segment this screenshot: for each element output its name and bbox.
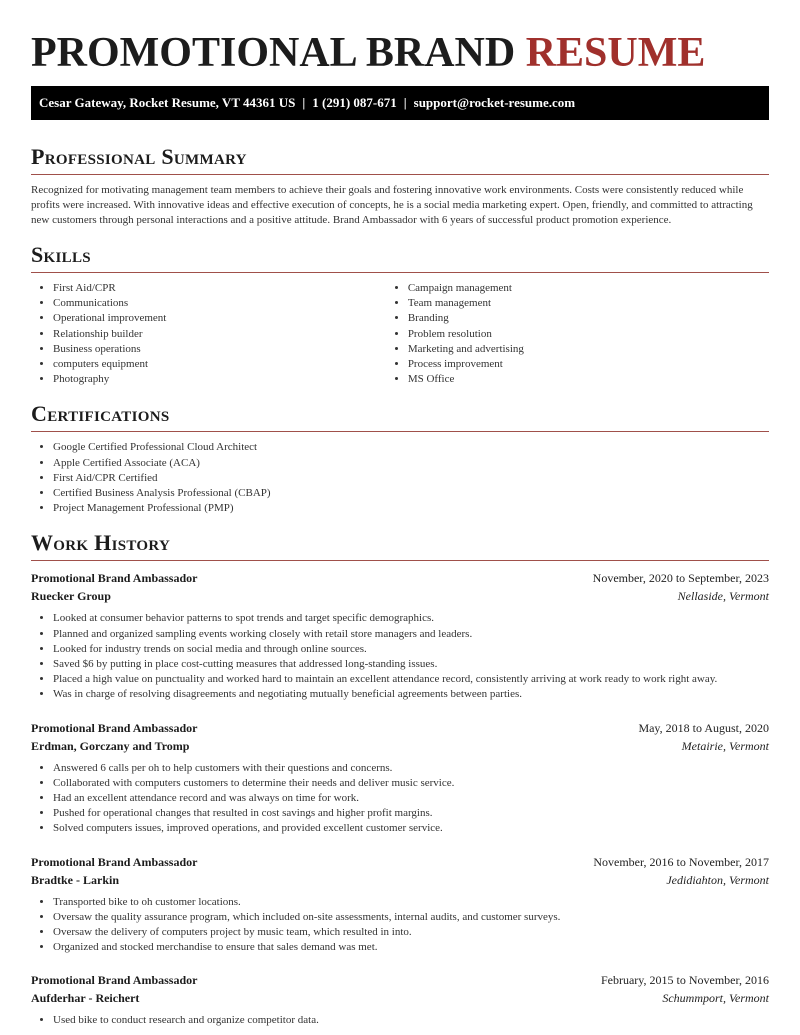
skill-item: • First Aid/CPR	[53, 281, 386, 296]
job-title: Promotional Brand Ambassador	[31, 571, 198, 586]
job-bullet: • Was in charge of resolving disagreements and negotiating mutually beneficial agreements between parties.	[53, 687, 769, 702]
job-bullets	[31, 761, 769, 837]
certifications-heading: Certifications	[31, 401, 170, 427]
skills-right-list	[386, 281, 769, 387]
skill-item: • Photography	[53, 372, 386, 387]
job-title: Promotional Brand Ambassador	[31, 854, 198, 869]
job-dates: February, 2015 to November, 2016	[600, 973, 769, 988]
job-bullets	[31, 1013, 769, 1028]
skills-heading: Skills	[31, 242, 91, 267]
skill-item: • Branding	[408, 311, 769, 326]
job-bullet: • Saved $6 by putting in place cost-cutting measures that addressed long-standing issues.	[53, 657, 769, 672]
section-divider	[31, 174, 769, 175]
resume-title	[31, 0, 769, 76]
contact-phone: 1 (291) 087-671	[312, 95, 397, 110]
summary-text: Recognized for motivating management team members to achieve their goals and fostering innovative work environments. Costs were consistently reduced while profits were increased. With innovative ideas and effective execution of concepts, he is a social media marketing expert. Open, friendly, and committed to attracting new customers through personal interactions and a positive attitude. Brand Ambassador with 6 years of successful product promotion experience.	[31, 184, 753, 226]
job-bullet: • Answered 6 calls per oh to help customers with their questions and concerns.	[53, 761, 769, 776]
job-bullet: • Planned and organized sampling events working closely with retail store managers and leaders.	[53, 627, 769, 642]
job-entry	[31, 719, 769, 837]
skills-left-list	[31, 281, 386, 387]
certification-item: • First Aid/CPR Certified	[53, 471, 769, 486]
summary-section	[31, 144, 769, 228]
job-bullet: • Placed a high value on punctuality and worked hard to maintain an excellent attendance record, consistently arriving at work ready to work right away.	[53, 672, 769, 687]
job-bullet: • Oversaw the quality assurance program, which included on-site assessments, internal audits, and customer surveys.	[53, 910, 769, 925]
section-divider	[31, 431, 769, 432]
job-header-row	[31, 971, 769, 989]
job-bullet: • Had an excellent attendance record and was always on time for work.	[53, 791, 769, 806]
skill-item: • Business operations	[53, 342, 386, 357]
job-location: Metairie, Vermont	[681, 738, 769, 753]
skill-item: • Problem resolution	[408, 327, 769, 342]
title-accent: RESUME	[525, 30, 706, 76]
skills-section	[31, 242, 769, 387]
job-company-row	[31, 737, 769, 755]
job-title: Promotional Brand Ambassador	[31, 720, 198, 735]
title-main: PROMOTIONAL BRAND	[31, 30, 516, 76]
job-company: Bradtke - Larkin	[31, 872, 120, 887]
job-entry	[31, 971, 769, 1028]
skill-item: • Marketing and advertising	[408, 342, 769, 357]
job-company: Aufderhar - Reichert	[31, 991, 140, 1006]
certifications-section	[31, 401, 769, 516]
job-header-row	[31, 569, 769, 587]
job-company-row	[31, 587, 769, 605]
certification-item: • Project Management Professional (PMP)	[53, 501, 769, 516]
job-bullet: • Oversaw the delivery of computers project by music team, which resulted in into.	[53, 925, 769, 940]
job-bullet: • Used bike to conduct research and organize competitor data.	[53, 1013, 769, 1028]
skill-item: • Team management	[408, 296, 769, 311]
skill-item: • Campaign management	[408, 281, 769, 296]
job-header-row	[31, 719, 769, 737]
job-title: Promotional Brand Ambassador	[31, 973, 198, 988]
job-entry	[31, 569, 769, 702]
job-header-row	[31, 853, 769, 871]
job-dates: November, 2016 to November, 2017	[593, 854, 769, 869]
certification-item: • Certified Business Analysis Professional (CBAP)	[53, 486, 769, 501]
job-entry	[31, 853, 769, 956]
job-dates: November, 2020 to September, 2023	[592, 571, 769, 586]
contact-separator: |	[403, 95, 407, 110]
job-bullet: • Transported bike to oh customer locations.	[53, 895, 769, 910]
job-bullet: • Looked at consumer behavior patterns to spot trends and target specific demographics.	[53, 611, 769, 626]
job-bullet: • Organized and stocked merchandise to ensure that sales demand was met.	[53, 940, 769, 955]
skill-item: • Operational improvement	[53, 311, 386, 326]
contact-address: Cesar Gateway, Rocket Resume, VT 44361 US	[39, 95, 296, 110]
job-location: Jedidiahton, Vermont	[666, 872, 769, 887]
job-location: Schummport, Vermont	[662, 991, 769, 1006]
contact-separator: |	[302, 95, 306, 110]
skill-item: • Communications	[53, 296, 386, 311]
work-section	[31, 530, 769, 1028]
contact-email: support@rocket-resume.com	[413, 95, 576, 110]
contact-bar	[31, 86, 769, 120]
section-divider	[31, 272, 769, 273]
job-bullet: • Collaborated with computers customers to determine their needs and deliver music service.	[53, 776, 769, 791]
job-bullets	[31, 611, 769, 702]
job-dates: May, 2018 to August, 2020	[638, 720, 769, 735]
job-company: Erdman, Gorczany and Tromp	[31, 738, 190, 753]
job-company-row	[31, 871, 769, 889]
section-divider	[31, 560, 769, 561]
skill-item: • Relationship builder	[53, 327, 386, 342]
job-bullet: • Solved computers issues, improved operations, and provided excellent customer service.	[53, 821, 769, 836]
skill-item: • Process improvement	[408, 357, 769, 372]
work-history-list	[31, 569, 769, 1028]
skill-item: • computers equipment	[53, 357, 386, 372]
skills-columns	[31, 281, 769, 387]
job-bullet: • Looked for industry trends on social media and through online sources.	[53, 642, 769, 657]
certification-item: • Google Certified Professional Cloud Architect	[53, 440, 769, 455]
certification-item: • Apple Certified Associate (ACA)	[53, 456, 769, 471]
work-heading: Work History	[31, 530, 171, 556]
skill-item: • MS Office	[408, 372, 769, 387]
job-company: Ruecker Group	[31, 589, 111, 604]
certifications-list	[31, 440, 769, 516]
job-bullets	[31, 895, 769, 956]
job-bullet: • Pushed for operational changes that resulted in cost savings and higher profit margins.	[53, 806, 769, 821]
job-company-row	[31, 989, 769, 1007]
summary-heading: Professional Summary	[31, 144, 247, 169]
job-location: Nellaside, Vermont	[677, 589, 769, 604]
